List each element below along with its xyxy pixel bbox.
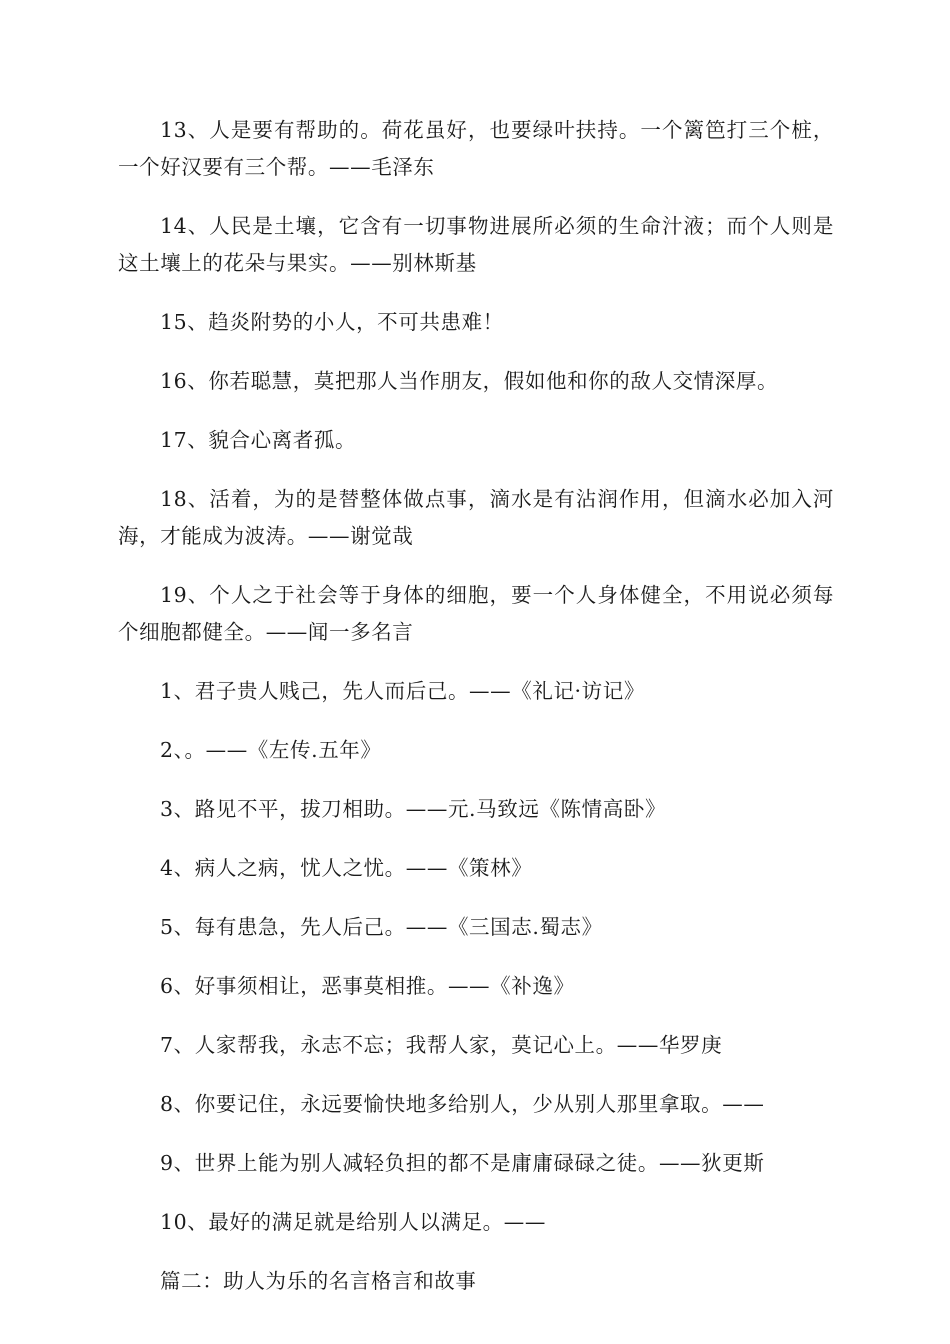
quote-paragraph: 2、。——《左传.五年》 <box>160 738 382 762</box>
quote-paragraph: 19、个人之于社会等于身体的细胞，要一个人身体健全，不用说必须每个细胞都健全。——闻一多名言 <box>118 583 834 644</box>
quote-paragraph: 14、人民是土壤，它含有一切事物进展所必须的生命汁液；而个人则是这土壤上的花朵与果实。——别林斯基 <box>118 214 834 275</box>
quote-paragraph: 1、君子贵人贱己，先人而后己。——《礼记·访记》 <box>160 679 645 703</box>
quote-paragraph: 6、好事须相让，恶事莫相推。——《补逸》 <box>160 974 575 998</box>
quote-paragraph: 15、趋炎附势的小人，不可共患难！ <box>160 310 504 334</box>
quote-paragraph: 4、病人之病，忧人之忧。——《策林》 <box>160 856 533 880</box>
quote-paragraph: 5、每有患急，先人后己。——《三国志.蜀志》 <box>160 915 603 939</box>
quote-paragraph: 8、你要记住，永远要愉快地多给别人，少从别人那里拿取。—— <box>160 1092 765 1116</box>
quote-paragraph: 13、人是要有帮助的。荷花虽好，也要绿叶扶持。一个篱笆打三个桩，一个好汉要有三个帮。——毛泽东 <box>118 118 834 179</box>
quote-paragraph: 3、路见不平，拔刀相助。——元.马致远《陈情高卧》 <box>160 797 667 821</box>
quote-paragraph: 17、貌合心离者孤。 <box>160 428 357 452</box>
quote-paragraph: 7、人家帮我，永志不忘；我帮人家，莫记心上。——华罗庚 <box>160 1033 723 1057</box>
document-body <box>118 112 834 1322</box>
quote-paragraph: 10、最好的满足就是给别人以满足。—— <box>160 1210 546 1234</box>
section-heading: 篇二：助人为乐的名言格言和故事 <box>160 1269 477 1293</box>
quote-paragraph: 16、你若聪慧，莫把那人当作朋友，假如他和你的敌人交情深厚。 <box>160 369 779 393</box>
quote-paragraph: 18、活着，为的是替整体做点事，滴水是有沾润作用，但滴水必加入河海，才能成为波涛。——谢觉哉 <box>118 487 834 548</box>
quote-paragraph: 9、世界上能为别人减轻负担的都不是庸庸碌碌之徒。——狄更斯 <box>160 1151 765 1175</box>
